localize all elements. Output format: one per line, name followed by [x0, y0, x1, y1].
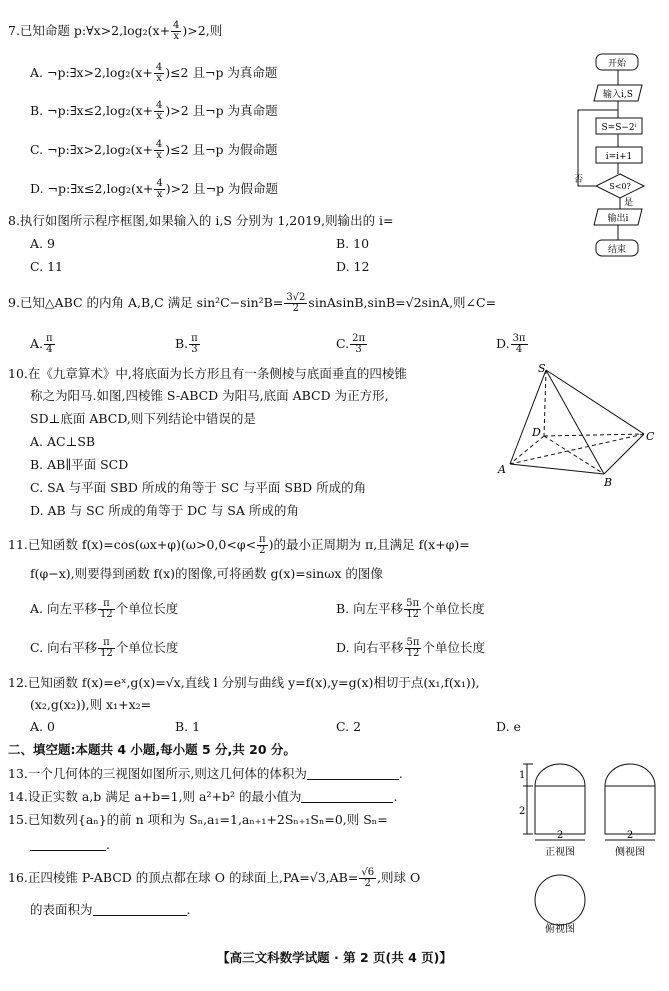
q10-option-b: B. AB∥平面 SCD	[30, 457, 129, 472]
q7-stem: 7.已知命题 p:∀x>2,log₂(x+ $\frac{4}{x}$ )>2,则	[8, 20, 223, 42]
q15-answer-blank[interactable]	[30, 838, 106, 851]
q11-option-a: A. 向左平移 $\frac{\pi}{12}$ 个单位长度	[30, 598, 179, 620]
q8-option-c: C. 11	[30, 259, 63, 274]
q14-answer-blank[interactable]	[301, 790, 393, 803]
page-footer: 【高三文科数学试题 · 第 2 页(共 4 页)】	[217, 950, 452, 965]
vertex-s-label: S	[538, 362, 546, 375]
q13-stem: 13.一个几何体的三视图如图所示,则这几何体的体积为 .	[8, 766, 403, 781]
q13-answer-blank[interactable]	[307, 767, 399, 780]
vertex-b-label: B	[604, 476, 613, 489]
q8-option-b: B. 10	[336, 236, 370, 251]
q10-option-a: A. AC⊥SB	[30, 434, 96, 449]
q10-option-c: C. SA 与平面 SBD 所成的角等于 SC 与平面 SBD 所成的角	[30, 480, 367, 495]
q8-option-d: D. 12	[336, 259, 370, 274]
flow-no-label: 否	[574, 175, 584, 185]
top-view-label: 俯视图	[545, 924, 575, 934]
vertex-d-label: D	[532, 426, 541, 439]
q11-stem-line1: 11.已知函数 f(x)=cos(ωx+φ)(ω>0,0<φ< $\frac{\pi}{2}$ )的最小正周期为 π,且满足 f(x+φ)=	[8, 534, 470, 556]
flow-assign-i: i=i+1	[605, 152, 633, 162]
q9-option-b: B. $\frac{\pi}{3}$	[175, 333, 198, 355]
q10-stem-line3: SD⊥底面 ABCD,则下列结论中错误的是	[30, 411, 256, 426]
dim-side-width: 2	[626, 830, 634, 841]
flow-end: 结束	[607, 245, 627, 255]
flow-condition: S<0?	[609, 182, 631, 191]
q12-stem-line1: 12.已知函数 f(x)=eˣ,g(x)=√x,直线 l 分别与曲线 y=f(x),y=g(x)相切于点(x₁,f(x₁)),	[8, 675, 480, 690]
flow-output: 输出i	[607, 214, 629, 224]
section-heading: 二、填空题:本题共 4 小题,每小题 5 分,共 20 分。	[8, 742, 296, 757]
q12-option-a: A. 0	[30, 719, 55, 734]
flow-yes-label: 是	[624, 198, 634, 208]
pyramid-figure	[494, 360, 660, 490]
dim-front-width: 2	[556, 830, 564, 841]
q10-stem-line1: 10.在《九章算术》中,将底面为长方形且有一条侧棱与底面垂直的四棱锥	[8, 366, 407, 381]
q11-option-b: B. 向左平移 $\frac{5\pi}{12}$ 个单位长度	[336, 598, 485, 620]
q9-option-a: A. $\frac{\pi}{4}$	[30, 333, 53, 355]
q15-answer-line: .	[30, 837, 110, 853]
q12-option-c: C. 2	[336, 719, 362, 734]
q7-option-c: C. ¬p:∃x>2,log₂(x+ $\frac{4}{x}$ )≤2 且¬p 为假命题	[30, 139, 278, 161]
q16-stem-line1: 16.正四棱锥 P-ABCD 的顶点都在球 O 的球面上,PA=√3,AB= $\frac{√6}{2}$ ,则球 O	[8, 867, 421, 889]
q7-fraction: $\frac{4}{x}$	[173, 20, 180, 42]
q11-option-d: D. 向右平移 $\frac{5\pi}{12}$ 个单位长度	[336, 637, 485, 659]
q12-option-d: D. e	[496, 719, 521, 734]
q9-option-c: C. $\frac{2\pi}{3}$	[336, 333, 366, 355]
q7-option-b: B. ¬p:∃x≤2,log₂(x+ $\frac{4}{x}$ )>2 且¬p 为真命题	[30, 100, 278, 122]
vertex-a-label: A	[498, 463, 506, 476]
dim-height-1: 1	[519, 770, 526, 781]
dim-height-2: 2	[519, 806, 526, 817]
q15-stem: 15.已知数列{aₙ}的前 n 项和为 Sₙ,a₁=1,aₙ₊₁+2Sₙ₊₁Sₙ=0,则 Sₙ=	[8, 812, 388, 827]
q12-option-b: B. 1	[175, 719, 201, 734]
flow-assign-s: S=S−2ⁱ	[601, 123, 637, 133]
flow-input: 输入i,S	[603, 90, 633, 100]
q16-stem-line2: 的表面积为 .	[30, 902, 191, 917]
q12-stem-line2: (x₂,g(x₂)),则 x₁+x₂=	[30, 697, 152, 712]
q8-stem: 8.执行如图所示程序框图,如果输入的 i,S 分别为 1,2019,则输出的 i=	[8, 213, 394, 228]
three-views-figure	[515, 758, 665, 934]
side-view-label: 侧视图	[615, 847, 645, 858]
q11-option-c: C. 向右平移 $\frac{\pi}{12}$ 个单位长度	[30, 637, 179, 659]
q11-stem-line2: f(φ−x),则要得到函数 f(x)的图像,可将函数 g(x)=sinωx 的图像	[30, 566, 383, 581]
front-view-label: 正视图	[545, 847, 575, 858]
q7-option-a: A. ¬p:∃x>2,log₂(x+ $\frac{4}{x}$ )≤2 且¬p 为真命题	[30, 62, 278, 84]
flow-start: 开始	[607, 59, 627, 69]
q9-option-d: D. $\frac{3\pi}{4}$	[496, 333, 526, 355]
q16-answer-blank[interactable]	[93, 903, 187, 916]
q8-option-a: A. 9	[30, 236, 55, 251]
q7-option-d: D. ¬p:∃x≤2,log₂(x+ $\frac{4}{x}$ )>2 且¬p 为假命题	[30, 178, 278, 200]
q10-option-d: D. AB 与 SC 所成的角等于 DC 与 SA 所成的角	[30, 503, 299, 518]
q9-stem: 9.已知△ABC 的内角 A,B,C 满足 sin²C−sin²B= $\frac{3√2}{2}$ sinAsinB,sinB=√2sinA,则∠C=	[8, 292, 497, 314]
vertex-c-label: C	[646, 430, 655, 443]
q10-stem-line2: 称之为阳马.如图,四棱锥 S-ABCD 为阳马,底面 ABCD 为正方形,	[30, 388, 389, 403]
q14-stem: 14.设正实数 a,b 满足 a+b=1,则 a²+b² 的最小值为 .	[8, 789, 398, 804]
flowchart-figure	[568, 52, 664, 264]
